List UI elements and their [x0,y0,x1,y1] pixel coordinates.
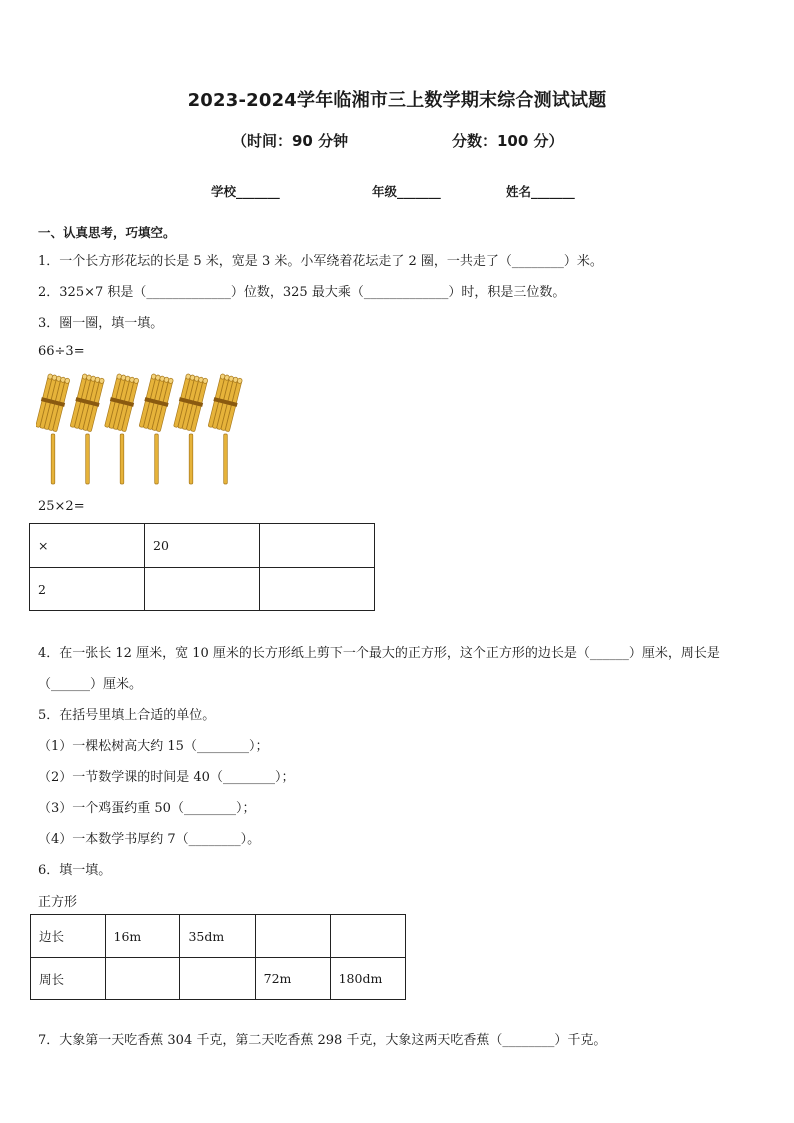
section-heading: 一、认真思考，巧填空。 [38,225,176,240]
question-4-line-1: 4．在一张长 12 厘米，宽 10 厘米的长方形纸上剪下一个最大的正方形，这个正方形的边长是（______）厘米，周长是 [38,646,720,661]
table-cell: 180dm [330,958,405,1000]
square-caption: 正方形 [38,895,78,910]
question-4-line-2: （______）厘米。 [38,677,143,692]
table-cell: 20 [145,524,260,568]
question-1: 1．一个长方形花坛的长是 5 米，宽是 3 米。小军绕着花坛走了 2 圈，一共走了（________）米。 [38,254,603,269]
page-title: 2023-2024学年临湘市三上数学期末综合测试试题 [187,90,607,111]
table-cell [260,568,375,611]
question-5-item: （2）一节数学课的时间是 40（________）； [38,770,295,785]
table-cell: 72m [255,958,330,1000]
stick-bundle [69,373,105,484]
exam-time: （时间：90 分钟 [232,132,349,150]
school-field: 学校_______ [211,184,280,199]
table-cell [105,958,180,1000]
expression-division: 66÷3= [38,344,85,359]
stick-bundle [104,373,140,484]
table-cell [255,915,330,958]
table-cell: × [30,524,145,568]
table-cell: 边长 [31,915,106,958]
expression-multiplication: 25×2= [38,499,85,514]
grade-field: 年级_______ [372,184,441,199]
question-2: 2．325×7 积是（_____________）位数，325 最大乘（_____________）时，积是三位数。 [38,285,566,300]
question-3-stem: 3．圈一圈，填一填。 [38,316,164,331]
table-cell: 2 [30,568,145,611]
question-5-item: （4）一本数学书厚约 7（________）。 [38,832,261,847]
stick-bundle [207,373,243,484]
stick-bundles-image [36,372,256,488]
table-cell [180,958,255,1000]
question-6-stem: 6．填一填。 [38,863,112,878]
name-field: 姓名_______ [506,184,575,199]
table-cell [330,915,405,958]
stick-bundle [138,373,174,484]
table-cell [260,524,375,568]
multiplication-table [29,523,375,611]
question-7: 7．大象第一天吃香蕉 304 千克，第二天吃香蕉 298 千克，大象这两天吃香蕉（________）千克。 [38,1033,607,1048]
table-cell [145,568,260,611]
stick-bundle [36,373,71,484]
question-5-item: （1）一棵松树高大约 15（________）； [38,739,269,754]
question-5-stem: 5．在括号里填上合适的单位。 [38,708,216,723]
table-cell: 35dm [180,915,255,958]
question-5-item: （3）一个鸡蛋约重 50（________）； [38,801,256,816]
table-cell: 周长 [31,958,106,1000]
stick-bundle [173,373,209,484]
exam-score: 分数：100 分） [452,132,564,150]
square-table [30,914,406,1000]
table-cell: 16m [105,915,180,958]
